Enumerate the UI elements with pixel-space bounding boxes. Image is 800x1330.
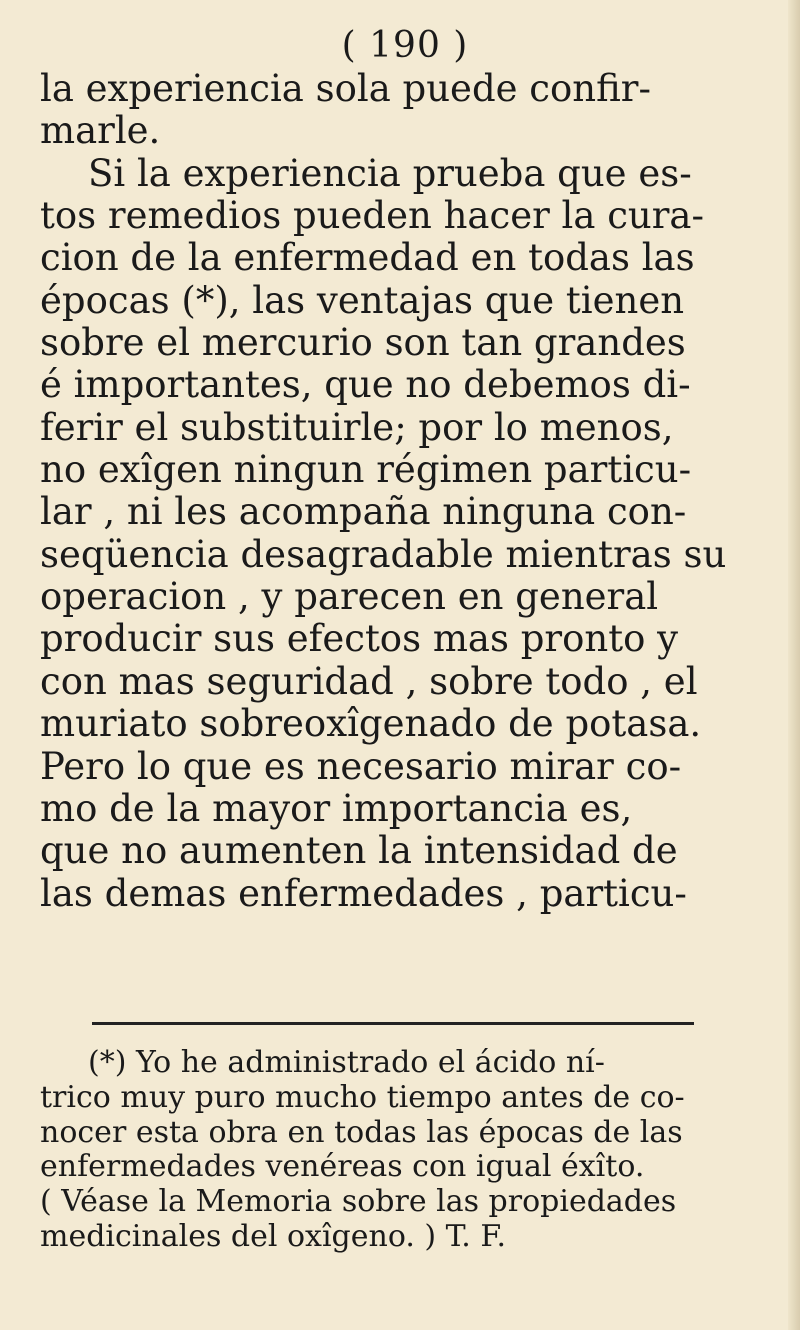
- text-line: muriato sobreoxîgenado de potasa.: [40, 702, 702, 746]
- footnote-line: ( Véase la Memoria sobre las propiedades: [40, 1184, 677, 1220]
- body-text: [40, 68, 750, 915]
- text-line: é importantes, que no debemos di-: [40, 363, 691, 407]
- text-line: cion de la enfermedad en todas las: [40, 236, 695, 280]
- text-line: las demas enfermedades , particu-: [40, 871, 687, 915]
- text-line: mo de la mayor importancia es,: [40, 786, 633, 830]
- page-number: ( 190 ): [341, 25, 469, 66]
- text-line: no exîgen ningun régimen particu-: [40, 448, 692, 492]
- text-line: que no aumenten la intensidad de: [40, 829, 678, 873]
- text-line: con mas seguridad , sobre todo , el: [40, 659, 698, 703]
- text-line: sobre el mercurio son tan grandes: [40, 321, 686, 365]
- footnote-line: trico muy puro mucho tiempo antes de co-: [40, 1079, 685, 1115]
- text-line: operacion , y parecen en general: [40, 575, 659, 619]
- text-line: lar , ni les acompaña ninguna con-: [40, 490, 687, 534]
- page-edge: [788, 0, 800, 1330]
- footnote-line: enfermedades venéreas con igual éxîto.: [40, 1149, 645, 1185]
- footnote: [40, 1046, 755, 1255]
- text-line: producir sus efectos mas pronto y: [40, 617, 679, 661]
- footnote-line: medicinales del oxîgeno. ) T. F.: [40, 1218, 507, 1254]
- text-line: épocas (*), las ventajas que tienen: [40, 278, 685, 322]
- text-line: marle.: [40, 109, 161, 153]
- text-line: tos remedios pueden hacer la cura-: [40, 194, 704, 238]
- text-line: Si la experiencia prueba que es-: [88, 151, 692, 195]
- footnote-rule: [92, 1022, 694, 1025]
- text-line: seqüencia desagradable mientras su: [40, 532, 727, 576]
- footnote-line: (*) Yo he administrado el ácido ní-: [88, 1045, 605, 1080]
- text-line: ferir el substituirle; por lo menos,: [40, 405, 674, 449]
- footnote-line: nocer esta obra en todas las épocas de las: [40, 1114, 683, 1150]
- text-line: la experiencia sola puede confir-: [40, 67, 651, 110]
- text-line: Pero lo que es necesario mirar co-: [40, 744, 682, 788]
